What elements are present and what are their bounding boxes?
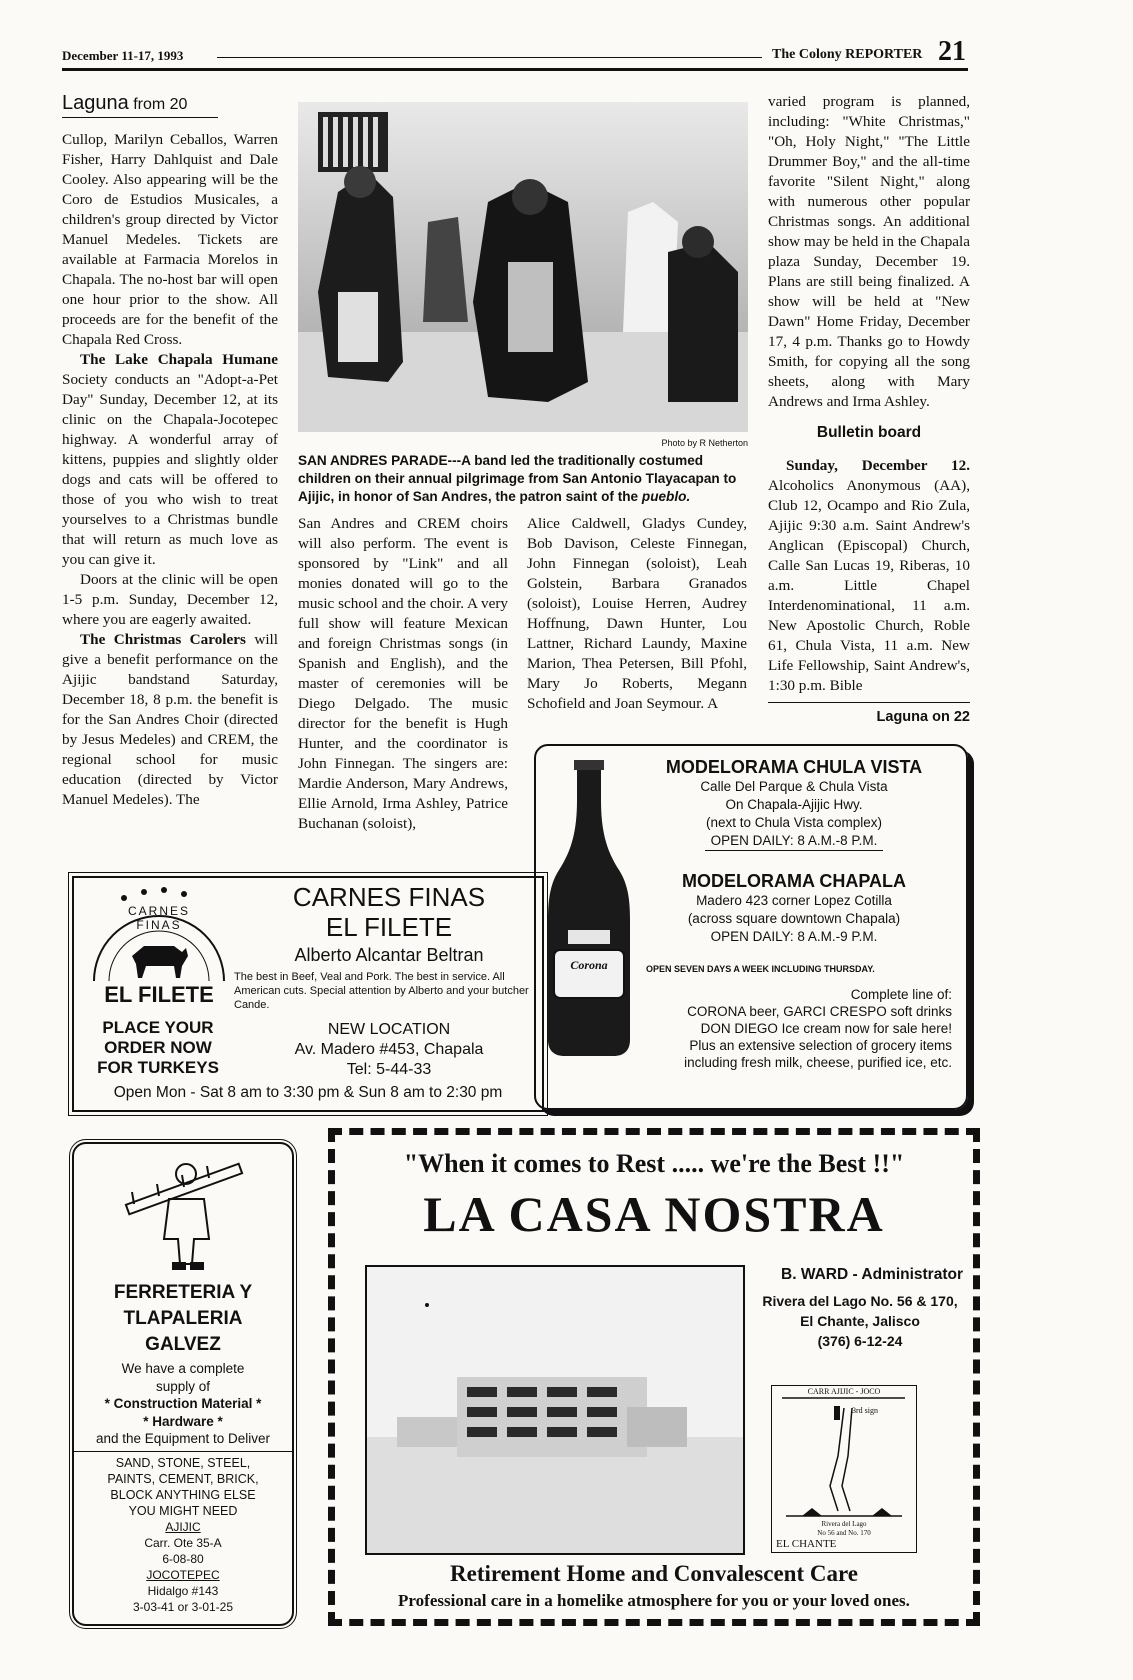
ferreteria-intro-1: We have a complete: [121, 1361, 245, 1376]
carnes-logo-icon: [84, 886, 234, 996]
photo-credit: Photo by R Netherton: [661, 438, 748, 448]
casa-map: [771, 1385, 917, 1553]
carnes-address: Av. Madero #453, Chapala: [294, 1041, 484, 1058]
publication-prefix: The Colony: [772, 47, 846, 62]
laguna-heading-rest: from 20: [128, 96, 188, 113]
ferreteria-item-1: * Construction Material *: [104, 1396, 262, 1411]
casa-sub: Professional care in a homelike atmosphere for you or your loved ones.: [398, 1591, 910, 1610]
parade-photo-art: [298, 102, 748, 432]
carnes-blurb: The best in Beef, Veal and Pork. The best in service. All American cuts. Special attention by Alberto and your butcher Cande.: [234, 971, 529, 1011]
ferreteria-loc2: JOCOTEPEC: [146, 1567, 220, 1582]
ferreteria-divider: [74, 1451, 292, 1452]
ferreteria-list-1: SAND, STONE, STEEL,: [115, 1455, 251, 1470]
casa-address-3: (376) 6-12-24: [817, 1333, 903, 1349]
laguna-paragraph-1: Cullop, Marilyn Ceballos, Warren Fisher, Harry Dahlquist and Dale Cooley. Also appearing will be the Coro de Estudios Musicales, a children's group directed by Victor Manuel Medeles. Tickets are available at Farmacia Morelos in Chapala. The no-host bar will open one hour prior to the show. All proceeds are for the benefit of the Chapala Red Cross.: [62, 131, 278, 348]
publication-bold: REPORTER: [845, 47, 923, 62]
laguna-col4-text: varied program is planned, including: "White Christmas," "Oh, Holy Night," "The Little Drummer Boy," and the all-time favorite "Silent Night," along with numerous other popular Christmas songs. An additional show may be held in the Chapala plaza Sunday, December 19. Plans are still being finalized. A show will be held at "New Dawn" Home Friday, December 17, 4 p.m. Thanks go to Howdy Smith, for copying all the song sheets, along with Mary Andrews and Irma Ashley.: [768, 93, 970, 410]
laguna-paragraph-4: [62, 630, 278, 810]
modelorama-complete-line: [596, 986, 952, 1071]
handyman-icon: [114, 1154, 254, 1274]
casa-admin: B. WARD - Administrator: [781, 1266, 963, 1283]
bulletin-date: Sunday, December 12.: [786, 457, 970, 474]
map-place2: No 56 and No. 170: [817, 1529, 871, 1537]
laguna-column-1: [62, 92, 278, 810]
store2-name: MODELORAMA CHAPALA: [682, 871, 906, 891]
casa-building-art: [367, 1267, 743, 1553]
ferreteria-title-3: GALVEZ: [145, 1334, 221, 1355]
turkey-line-1: PLACE YOUR: [102, 1018, 214, 1037]
laguna-col2-text: San Andres and CREM choirs will also perform. The event is sponsored by "Link" and all monies donated will go to the music school and the choir. A very full show will feature Mexican and foreign Christmas songs (in Spanish and English), and the master of ceremonies will be Diego Delgado. The music director for the benefit is Hugh Hunter, and the coordinator is John Finnegan. The singers are: Mardie Anderson, Mary Andrews, Ellie Arnold, Irma Ashley, Patrice Buchanan (soloist),: [298, 515, 508, 832]
casa-photo: [365, 1265, 745, 1555]
laguna-continued: Laguna on 22: [876, 709, 970, 725]
ferreteria-loc1-addr-2: 6-08-80: [162, 1551, 204, 1566]
carnes-title: [244, 882, 534, 968]
carolers-bold-rest: will: [245, 631, 278, 648]
laguna-col3-text: Alice Caldwell, Gladys Cundey, Bob Davison, Celeste Finnegan, John Finnegan (soloist), Leah Golstein, Barbara Granados (soloist), Louise Herren, Audrey Hoffnung, Dawn Hunter, Lou Lattner, Richard Laundy, Maxine Marion, Thea Petersen, Bill Pfohl, Mary Jo Roberts, Megann Schofield and Joan Seymour. A: [527, 515, 747, 712]
store1-line-3: (next to Chula Vista complex): [705, 815, 883, 830]
carnes-title-1: CARNES FINAS: [292, 882, 486, 912]
photo-caption-text: ---A band led the traditionally costumed children on their annual pilgrimage from San Antonio Tlayacapan to Ajijic, in honor of San Andres, the patron saint of the: [298, 453, 737, 504]
carnes-tel: Tel: 5-44-33: [346, 1061, 432, 1078]
modelorama-chapala: [636, 870, 952, 946]
carolers-bold: The Christmas Carolers: [80, 631, 246, 648]
parade-photo: [298, 102, 748, 432]
page-number: 21: [938, 36, 966, 67]
header-bottom-rule: [62, 68, 968, 71]
bulletin-rule: [768, 702, 970, 703]
carnes-location: [244, 1020, 534, 1080]
map-place: Rivera del Lago: [821, 1520, 867, 1528]
carnes-turkey: [78, 1018, 238, 1078]
map-road: CARR AJIJIC - JOCO: [807, 1387, 881, 1396]
ferreteria-title-2: TLAPALERIA: [123, 1308, 243, 1329]
store2-line-3: OPEN DAILY: 8 A.M.-9 P.M.: [710, 929, 878, 944]
issue-date: December 11-17, 1993: [62, 48, 184, 63]
carolers-text: give a benefit performance on the Ajijic bandstand Saturday, December 18, 8 p.m. the benefit is for the San Andres Choir (directed by Jesus Medeles) and CREM, the regional school for music education (directed by Victor Manuel Medeles). The: [62, 651, 278, 808]
casa-tagline: Retirement Home and Convalescent Care: [450, 1561, 858, 1586]
modelorama-open-seven: OPEN SEVEN DAYS A WEEK INCLUDING THURSDAY.: [646, 964, 875, 974]
store1-line-1: Calle Del Parque & Chula Vista: [700, 779, 888, 794]
humane-society-text: Society conducts an "Adopt-a-Pet Day" Sunday, December 12, at its clinic on the Chapala-Jocotepec highway. A wonderful array of kittens, puppies and slightly older dogs and cats will be offered to those of you who wish to treat yourselves to a Christmas bundle that will return as much love as you can give it.: [62, 371, 278, 568]
store1-name: MODELORAMA CHULA VISTA: [665, 757, 923, 777]
laguna-column-2: [298, 514, 508, 834]
ferreteria-title: [74, 1280, 292, 1358]
ferreteria-loc2-addr-2: 3-03-41 or 3-01-25: [132, 1599, 234, 1614]
complete-line-2: CORONA beer, GARCI CRESPO soft drinks: [687, 1004, 952, 1019]
laguna-column-4: [768, 92, 970, 725]
bulletin-text: Alcoholics Anonymous (AA), Club 12, Ocampo and Rio Zula, Ajijic 9:30 a.m. Saint Andrew's Anglican (Episcopal) Church, Calle San Lucas 19, Riberas, 10 a.m. Little Chapel Interdenominational, 11 a.m. New Apostolic Church, Roble 61, Chula Vista, 11 a.m. New Life Fellowship, Saint Andrew's, 1:30 p.m. Bible: [768, 477, 970, 694]
ferreteria-loc1-addr-1: Carr. Ote 35-A: [144, 1535, 222, 1550]
carnes-title-2: EL FILETE: [325, 912, 453, 942]
ferreteria-item-3: and the Equipment to Deliver: [95, 1431, 271, 1446]
ferreteria-list-4: YOU MIGHT NEED: [128, 1503, 238, 1518]
carnes-hours: Open Mon - Sat 8 am to 3:30 pm & Sun 8 am to 2:30 pm: [113, 1084, 503, 1101]
complete-line-4: Plus an extensive selection of grocery items: [689, 1038, 952, 1053]
ferreteria-list-2: PAINTS, CEMENT, BRICK,: [107, 1471, 259, 1486]
ferreteria-item-2: * Hardware *: [143, 1413, 223, 1429]
store2-line-1: Madero 423 corner Lopez Cotilla: [696, 893, 892, 908]
complete-line-5: including fresh milk, cheese, purified ice, etc.: [684, 1055, 952, 1070]
carnes-owner: Alberto Alcantar Beltran: [294, 945, 484, 965]
laguna-paragraph-2: [62, 350, 278, 570]
ferreteria-title-1: FERRETERIA Y: [113, 1282, 253, 1303]
page-header: [62, 36, 968, 70]
complete-line-3: DON DIEGO Ice cream now for sale here!: [700, 1021, 952, 1036]
casa-nostra-ad: [328, 1128, 980, 1626]
bottle-label-text: Corona: [570, 958, 608, 972]
header-rule: [217, 57, 762, 58]
casa-contact: [747, 1265, 973, 1351]
carnes-logo-name: EL FILETE: [104, 982, 214, 1007]
ferreteria-loc1: AJIJIC: [165, 1519, 201, 1534]
photo-caption: [298, 452, 750, 506]
modelorama-ad: [534, 744, 968, 1110]
casa-name: LA CASA NOSTRA: [423, 1186, 885, 1242]
carnes-finas-ad: [72, 876, 544, 1112]
map-town: EL CHANTE: [776, 1538, 837, 1550]
laguna-paragraph-3: Doors at the clinic will be open 1-5 p.m. Sunday, December 12, where you are eagerly awaited.: [62, 571, 278, 628]
laguna-heading: [62, 92, 218, 118]
casa-slogan: "When it comes to Rest ..... we're the Best !!": [403, 1149, 905, 1178]
turkey-line-2: ORDER NOW: [104, 1038, 212, 1057]
store1-line-2: On Chapala-Ajijic Hwy.: [725, 797, 863, 812]
publication-name: [772, 47, 922, 63]
complete-line-1: Complete line of:: [850, 987, 952, 1002]
casa-address-1: Rivera del Lago No. 56 & 170,: [762, 1293, 958, 1309]
laguna-heading-word: Laguna: [62, 92, 129, 114]
modelorama-chula-vista: [636, 756, 952, 851]
turkey-line-3: FOR TURKEYS: [97, 1058, 219, 1077]
map-sign: 3rd sign: [852, 1406, 878, 1415]
photo-caption-title: SAN ANDRES PARADE: [298, 453, 448, 468]
carnes-logo-top: CARNES FINAS: [127, 904, 190, 932]
ferreteria-loc2-addr-1: Hidalgo #143: [147, 1583, 219, 1598]
store1-line-4: OPEN DAILY: 8 A.M.-8 P.M.: [705, 832, 884, 851]
ferreteria-ad: [72, 1142, 294, 1626]
ferreteria-body: [74, 1360, 292, 1615]
laguna-column-3: [527, 514, 747, 714]
ferreteria-intro-2: supply of: [155, 1378, 211, 1394]
humane-society-bold: The Lake Chapala Humane: [80, 351, 278, 368]
ferreteria-list-3: BLOCK ANYTHING ELSE: [110, 1487, 256, 1502]
bulletin-board-text: [768, 456, 970, 696]
store2-line-2: (across square downtown Chapala): [687, 911, 901, 926]
bulletin-board-heading: Bulletin board: [816, 424, 922, 441]
photo-caption-em: pueblo.: [641, 489, 691, 504]
casa-address-2: El Chante, Jalisco: [800, 1313, 920, 1329]
carnes-new-location: NEW LOCATION: [327, 1021, 451, 1038]
